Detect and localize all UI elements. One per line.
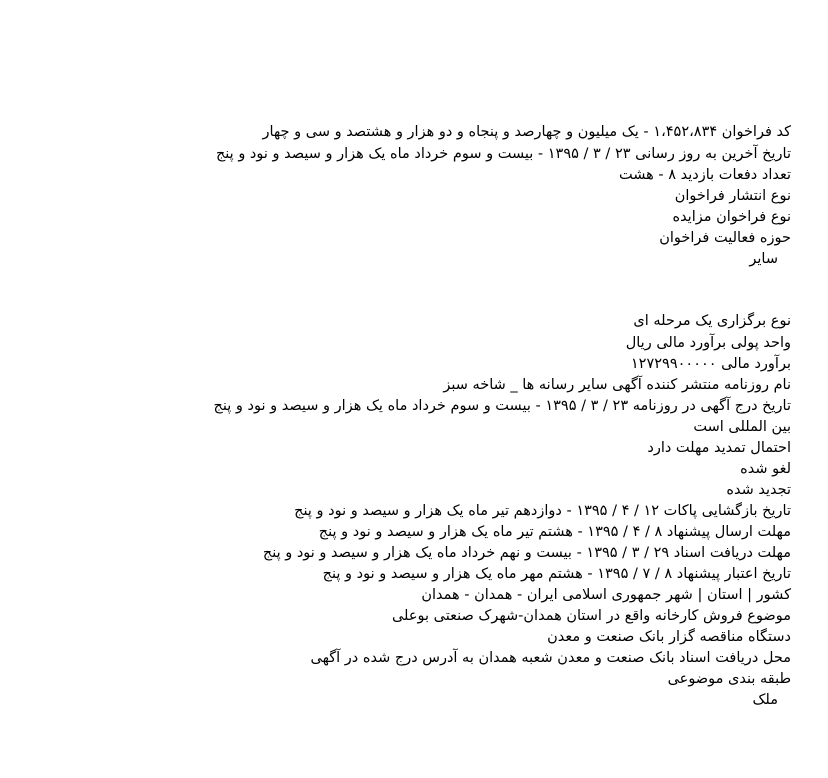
opening-date-line: تاریخ بازگشایی پاکات ۱۲ / ۴ / ۱۳۹۵ - دوازدهم تیر ماه یک هزار و سیصد و نود و پنج	[294, 503, 791, 519]
newspaper-date-line: تاریخ درج آگهی در روزنامه ۲۳ / ۳ / ۱۳۹۵ - بیست و سوم خرداد ماه یک هزار و سیصد و نود و پنج	[213, 398, 791, 414]
validity-date-line: تاریخ اعتبار پیشنهاد ۸ / ۷ / ۱۳۹۵ - هشتم مهر ماه یک هزار و سیصد و نود و پنج	[322, 566, 791, 582]
document-deadline-line: مهلت دریافت اسناد ۲۹ / ۳ / ۱۳۹۵ - بیست و نهم خرداد ماه یک هزار و سیصد و نود و پنج	[262, 545, 791, 561]
subject-category-label: طبقه بندی موضوعی	[667, 671, 791, 687]
cancelled-line: لغو شده	[740, 461, 791, 477]
subject-category-value: ملک	[752, 692, 778, 708]
renewed-line: تجدید شده	[726, 482, 791, 498]
financial-estimate-line: برآورد مالی ۱۲۷۲۹۹۰۰۰۰۰	[630, 356, 791, 372]
extension-line: احتمال تمدید مهلت دارد	[647, 440, 791, 456]
newspaper-line: نام روزنامه منتشر کننده آگهی سایر رسانه ها _ شاخه سبز	[443, 377, 791, 393]
international-line: بین المللی است	[693, 419, 791, 435]
holding-type-line: نوع برگزاری یک مرحله ای	[633, 313, 791, 329]
document-place-line: محل دریافت اسناد بانک صنعت و معدن شعبه همدان به آدرس درج شده در آگهی	[310, 650, 791, 666]
submission-deadline-line: مهلت ارسال پیشنهاد ۸ / ۴ / ۱۳۹۵ - هشتم تیر ماه یک هزار و سیصد و نود و پنج	[318, 524, 791, 540]
call-code-line: کد فراخوان ۱،۴۵۲،۸۳۴ - یک میلیون و چهارصد و پنجاه و دو هزار و هشتصد و سی و چهار	[262, 124, 791, 140]
activity-field-label: حوزه فعالیت فراخوان	[659, 230, 791, 246]
location-line: کشور | استان | شهر جمهوری اسلامی ایران - همدان - همدان	[421, 587, 791, 603]
organizer-line: دستگاه مناقصه گزار بانک صنعت و معدن	[547, 629, 791, 645]
activity-field-value: سایر	[749, 251, 778, 267]
last-update-line: تاریخ آخرین به روز رسانی ۲۳ / ۳ / ۱۳۹۵ - بیست و سوم خرداد ماه یک هزار و سیصد و نود و پنج	[215, 146, 791, 162]
visit-count-line: تعداد دفعات بازدید ۸ - هشت	[618, 167, 791, 183]
call-type-line: نوع فراخوان مزایده	[672, 209, 791, 225]
currency-line: واحد پولی برآورد مالی ریال	[625, 335, 791, 351]
publish-type-line: نوع انتشار فراخوان	[674, 188, 791, 204]
subject-line: موضوع فروش کارخانه واقع در استان همدان-شهرک صنعتی بوعلی	[391, 608, 791, 624]
